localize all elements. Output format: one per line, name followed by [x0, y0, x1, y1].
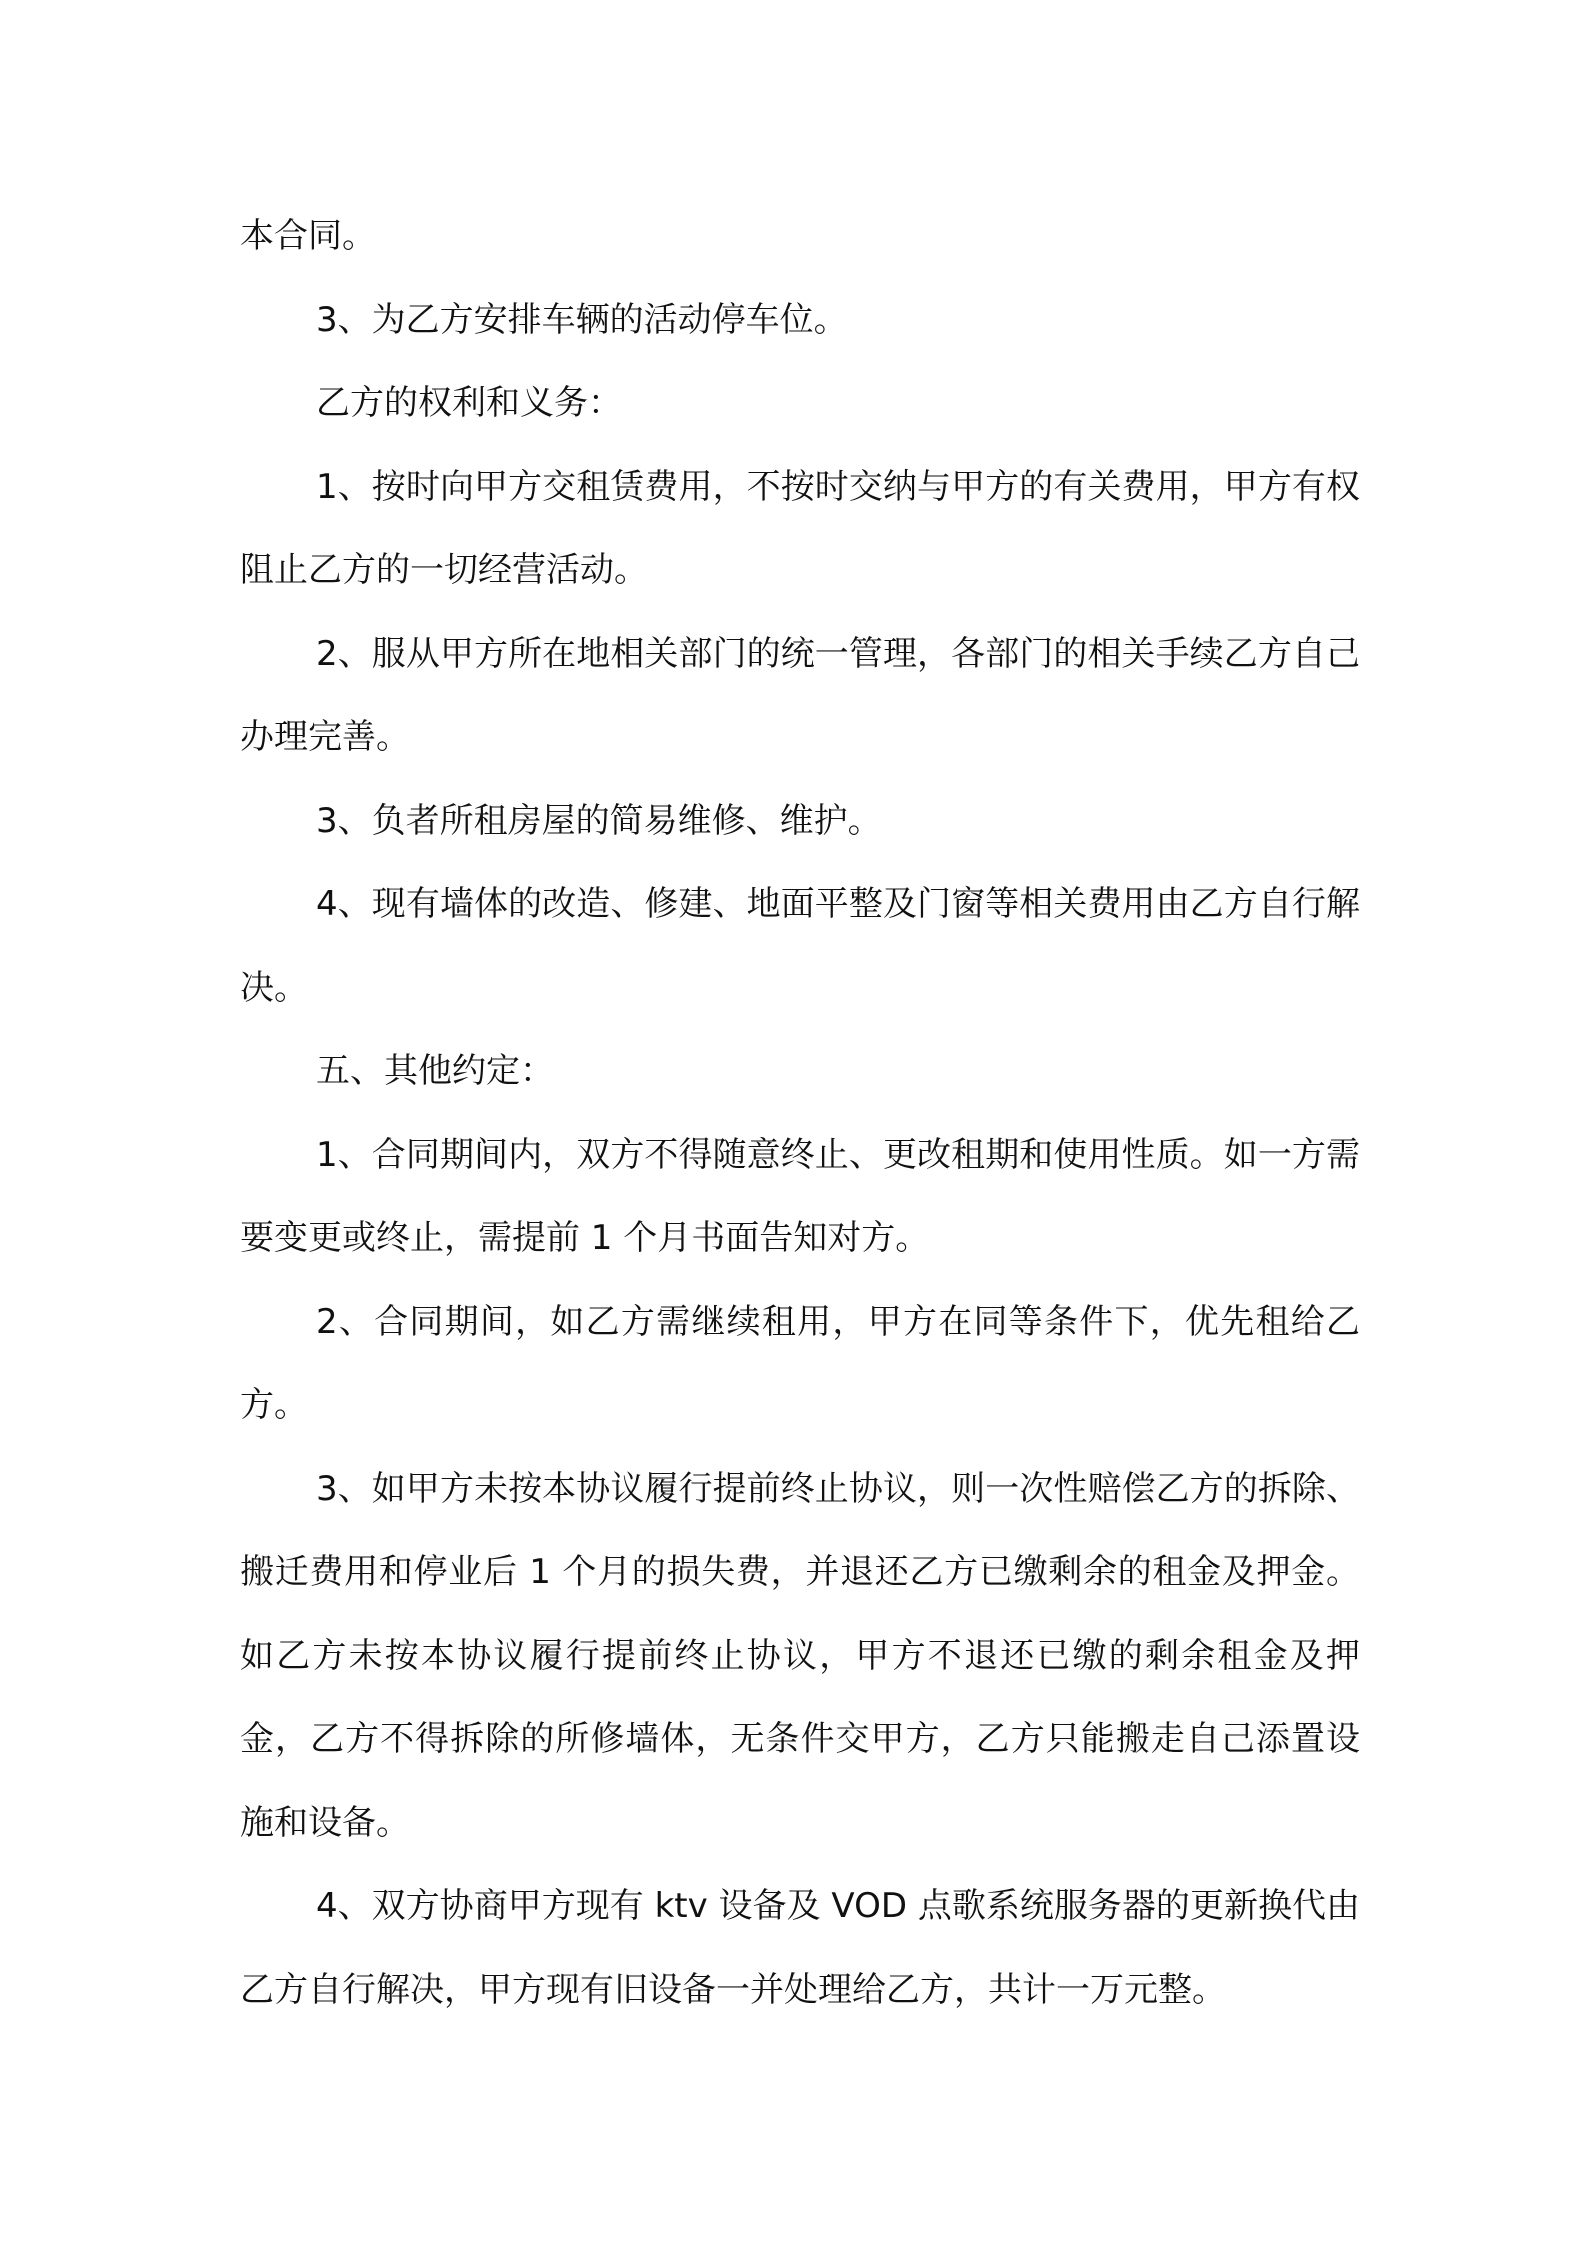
paragraph-b-item-2: 2、服从甲方所在地相关部门的统一管理，各部门的相关手续乙方自己办理完善。 [240, 633, 1360, 757]
paragraph-b-item-3: 3、负者所租房屋的简易维修、维护。 [316, 800, 882, 841]
document-page [240, 195, 1360, 2032]
paragraph-contract-end: 本合同。 [240, 216, 376, 256]
paragraph-parking: 3、为乙方安排车辆的活动停车位。 [316, 299, 848, 340]
paragraph-other-item-2: 2、合同期间，如乙方需继续租用，甲方在同等条件下，优先租给乙方。 [240, 1301, 1360, 1425]
paragraph-b-item-4: 4、现有墙体的改造、修建、地面平整及门窗等相关费用由乙方自行解决。 [240, 884, 1360, 1008]
heading-other-agreements: 五、其他约定： [316, 1051, 554, 1091]
paragraph-b-item-1: 1、按时向甲方交租赁费用，不按时交纳与甲方的有关费用，甲方有权阻止乙方的一切经营活动。 [240, 466, 1360, 590]
paragraph-other-item-3: 3、如甲方未按本协议履行提前终止协议，则一次性赔偿乙方的拆除、搬迁费用和停业后 1 个月的损失费，并退还乙方已缴剩余的租金及押金。如乙方未按本协议履行提前终止协议，甲方不退还已缴的剩余租金及押金，乙方不得拆除的所修墙体，无条件交甲方，乙方只能搬走自己添置设施和设备。 [240, 1468, 1360, 1843]
paragraph-other-item-4: 4、双方协商甲方现有 ktv 设备及 VOD 点歌系统服务器的更新换代由乙方自行解决，甲方现有旧设备一并处理给乙方，共计一万元整。 [240, 1886, 1360, 2010]
heading-party-b-rights: 乙方的权利和义务： [316, 383, 622, 423]
paragraph-other-item-1: 1、合同期间内，双方不得随意终止、更改租期和使用性质。如一方需要变更或终止，需提前 1 个月书面告知对方。 [240, 1134, 1360, 1258]
